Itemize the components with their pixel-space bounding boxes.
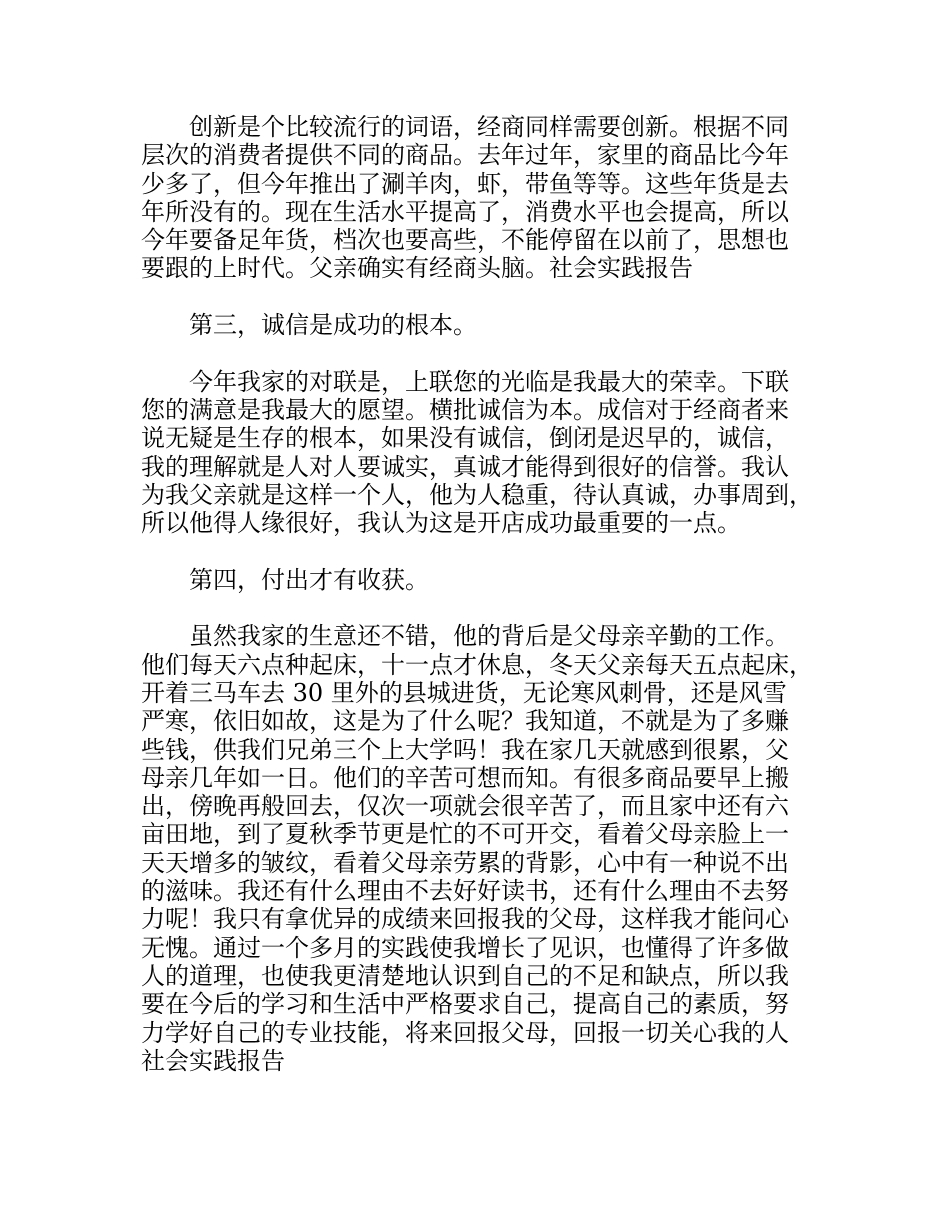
text-line: 年所没有的。现在生活水平提高了，消费水平也会提高，所以	[141, 197, 789, 226]
text-line: 您的满意是我最大的愿望。横批诚信为本。成信对于经商者来	[141, 395, 789, 424]
section-heading-fourth	[141, 566, 831, 594]
heading-line: 第三，诚信是成功的根本。	[189, 311, 477, 340]
text-line: 虽然我家的生意还不错，他的背后是父母亲辛勤的工作。	[189, 622, 789, 651]
text-line: 我的理解就是人对人要诚实，真诚才能得到很好的信誉。我认	[141, 452, 789, 481]
text-line: 天天增多的皱纹，看着父母亲劳累的背影，心中有一种说不出	[141, 848, 789, 877]
document-body	[141, 113, 831, 1075]
text-line: 开着三马车去 30 里外的县城进货，无论寒风刺骨，还是风雪	[141, 678, 787, 707]
text-line: 严寒，依旧如故，这是为了什么呢？我知道，不就是为了多赚	[141, 707, 789, 736]
heading-line: 第四，付出才有收获。	[189, 565, 429, 594]
text-line: 少多了，但今年推出了涮羊肉，虾，带鱼等等。这些年货是去	[141, 169, 789, 198]
text-line: 无愧。通过一个多月的实践使我增长了见识，也懂得了许多做	[141, 933, 789, 962]
text-line: 创新是个比较流行的词语，经商同样需要创新。根据不同	[189, 113, 789, 141]
text-line: 人的道理，也使我更清楚地认识到自己的不足和缺点，所以我	[141, 961, 789, 990]
text-line: 所以他得人缘很好，我认为这是开店成功最重要的一点。	[141, 509, 741, 538]
section-heading-third	[141, 311, 831, 339]
text-line: 他们每天六点种起床，十一点才休息，冬天父亲每天五点起床，	[141, 650, 813, 679]
text-line: 些钱，供我们兄弟三个上大学吗！我在家几天就感到很累，父	[141, 735, 789, 764]
text-line: 出，傍晚再般回去，仅次一项就会很辛苦了，而且家中还有六	[141, 792, 789, 821]
text-line: 亩田地，到了夏秋季节更是忙的不可开交，看着父母亲脸上一	[141, 820, 789, 849]
paragraph-effort	[141, 622, 831, 1075]
paragraph-integrity	[141, 368, 831, 538]
paragraph-innovation	[141, 113, 831, 283]
text-line: 今年我家的对联是，上联您的光临是我最大的荣幸。下联	[189, 367, 789, 396]
text-line: 力学好自己的专业技能，将来回报父母，回报一切关心我的人	[141, 1018, 789, 1047]
text-line: 说无疑是生存的根本，如果没有诚信，倒闭是迟早的，诚信，	[141, 424, 789, 453]
text-line: 力呢！我只有拿优异的成绩来回报我的父母，这样我才能问心	[141, 905, 789, 934]
text-line: 为我父亲就是这样一个人，他为人稳重，待认真诚，办事周到，	[141, 480, 813, 509]
text-line: 的滋味。我还有什么理由不去好好读书，还有什么理由不去努	[141, 877, 789, 906]
text-line: 社会实践报告	[141, 1046, 285, 1075]
text-line: 要跟的上时代。父亲确实有经商头脑。社会实践报告	[141, 254, 693, 283]
text-line: 今年要备足年货，档次也要高些，不能停留在以前了，思想也	[141, 226, 789, 255]
text-line: 层次的消费者提供不同的商品。去年过年，家里的商品比今年	[141, 141, 789, 170]
text-line: 要在今后的学习和生活中严格要求自己，提高自己的素质，努	[141, 990, 789, 1019]
text-line: 母亲几年如一日。他们的辛苦可想而知。有很多商品要早上搬	[141, 763, 789, 792]
